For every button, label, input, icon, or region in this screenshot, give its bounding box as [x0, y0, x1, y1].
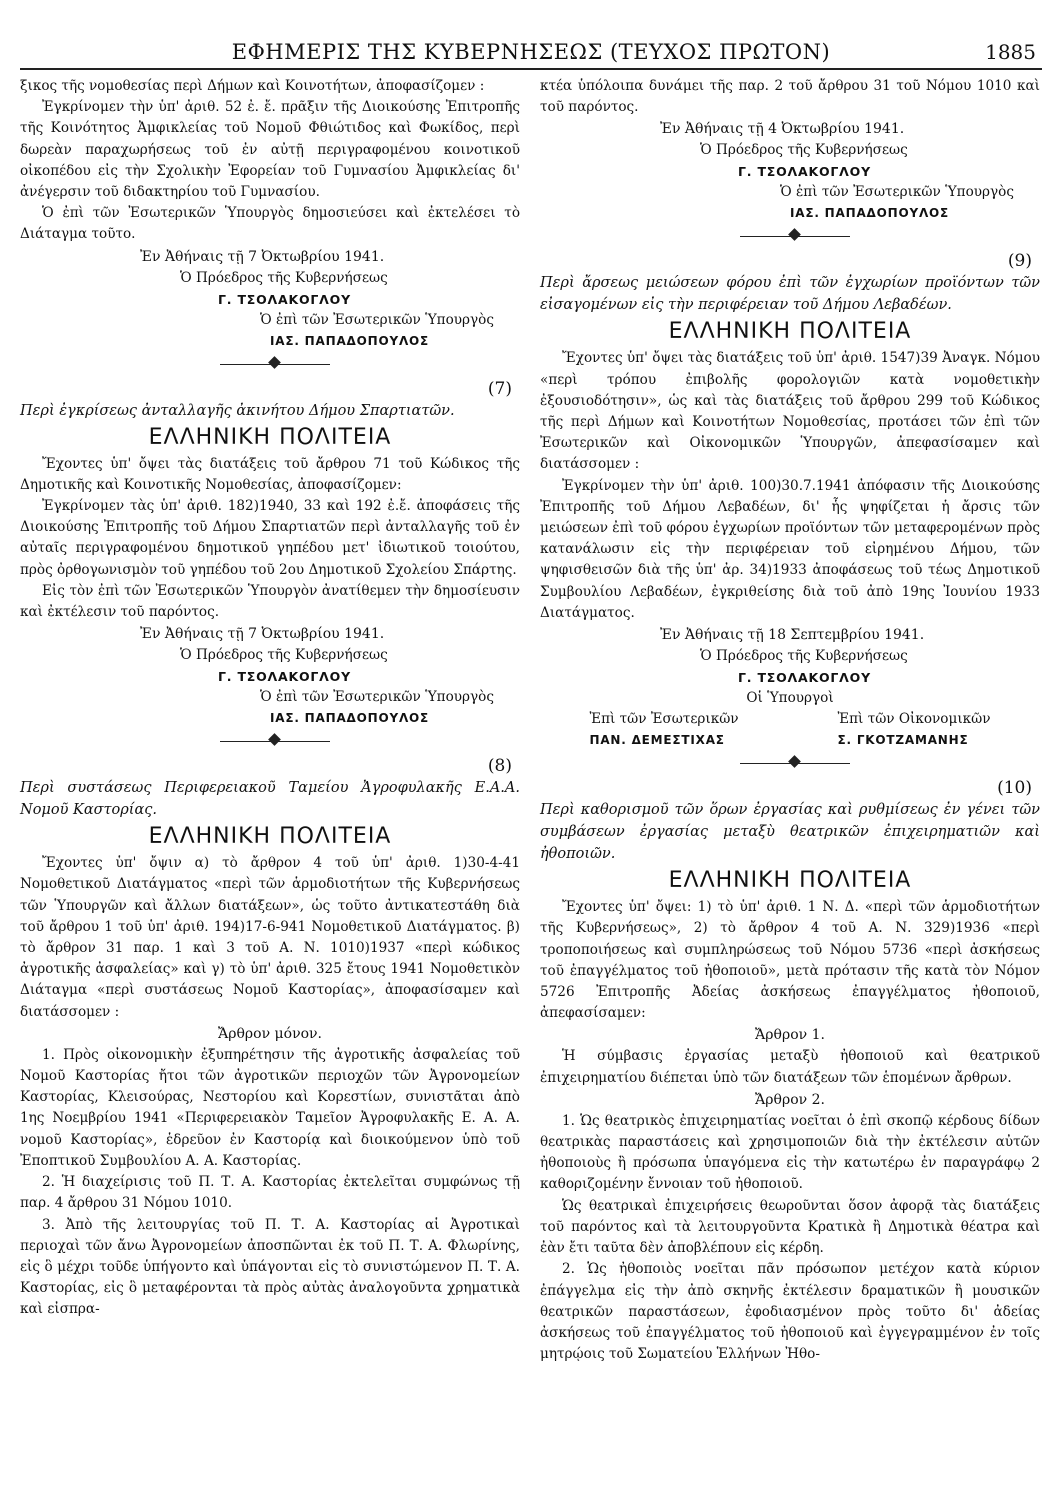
paragraph: Ἐγκρίνομεν τὴν ὑπ' ἀριθ. 100)30.7.1941 ἀπόφασιν τῆς Διοικούσης Ἐπιτροπῆς τοῦ Δήμου Λεβαδέων, δι' ἧς ψηφίζεται ἡ ἄρσις τῶν μειώσεων ἐπὶ τοῦ φόρου ἐγχωρίων προϊόντων τῶν μεταφερομένων πρὸς κατανάλωσιν εἰς τὴν περιφέρειαν τοῦ εἰρημένου Δήμου, τῶν ψηφισθεισῶν διὰ τῆς ὑπ' ἀρ. 34)1933 ἀποφάσεως τοῦ τέως Δημοτικοῦ Συμβουλίου Λεβαδέων, ἐγκριθείσης διὰ τοῦ ἀπὸ 19ης Ἰουνίου 1933 Διατάγματος.	[540, 477, 1040, 621]
paragraph: Ἔχοντες ὑπ' ὄψει τὰς διατάξεις τοῦ ὑπ' ἀριθ. 1547)39 Ἀναγκ. Νόμου «περὶ τρόπου ἐπιβολῆς φορολογιῶν κατὰ νομοθετικὴν ἐξουσιοδότησιν», ὡς καὶ τὰς διατάξεις τοῦ ἄρθρου 299 τοῦ Κώδικος τῆς περὶ Δήμων καὶ Κοινοτήτων Νομοθεσίας, προτάσει τῶν ἐπὶ τῶν Ἐσωτερικῶν καὶ Οἰκονομικῶν Ὑπουργῶν, ἀπεφασίσαμεν καὶ διατάσσομεν :	[540, 350, 1040, 473]
section-subject: Περὶ καθορισμοῦ τῶν ὅρων ἐργασίας καὶ ρυθμίσεως ἐν γένει τῶν συμβάσεων ἐργασίας μεταξὺ θεατρικῶν ἐπιχειρηματιῶν καὶ ἠθοποιῶν.	[540, 802, 1040, 863]
section-divider	[20, 729, 520, 755]
section-number: (10)	[997, 778, 1032, 799]
signature-date: Ἐν Ἀθήναις τῇ 7 Ὀκτωβρίου 1941.	[140, 248, 385, 265]
page-header	[20, 38, 1042, 70]
president-label: Ὁ Πρόεδρος τῆς Κυβερνήσεως	[180, 269, 388, 286]
ministers-signatures	[540, 709, 1040, 751]
signature-date: Ἐν Ἀθήναις τῇ 18 Σεπτεμβρίου 1941.	[660, 627, 925, 644]
section-divider	[20, 352, 520, 378]
minister-label: Ὁ ἐπὶ τῶν Ἐσωτερικῶν Ὑπουργὸς	[260, 311, 494, 328]
state-heading: ΕΛΛΗΝΙΚΗ ΠΟΛΙΤΕΙΑ	[148, 424, 392, 450]
right-column	[540, 76, 1040, 1365]
president-label: Ὁ Πρόεδρος τῆς Κυβερνήσεως	[700, 648, 908, 665]
left-column	[20, 76, 520, 1321]
minister-2-name: Σ. ΓΚΟΤΖΑΜΑΝΗΣ	[837, 733, 969, 748]
paragraph: 1. Ὡς θεατρικὸς ἐπιχειρηματίας νοεῖται ὁ ἐπὶ σκοπῷ κέρδους δίδων θεατρικὰς παραστάσεις καὶ χρησιμοποιῶν διὰ τὴν ἐκτέλεσιν αὐτῶν ἠθοποιοὺς ἢ πρόσωπα ὑπαγόμενα εἰς τὴν κατωτέρω ἐν παραγράφῳ 2 καθοριζομένην ἔννοιαν τοῦ ἠθοποιοῦ.	[540, 1112, 1040, 1193]
minister-1-label: Ἐπὶ τῶν Ἐσωτερικῶν	[589, 711, 739, 728]
paragraph: Ἔχοντες ὑπ' ὄψει τὰς διατάξεις τοῦ ἄρθρου 71 τοῦ Κώδικος τῆς Δημοτικῆς καὶ Κοινοτικῆς Νομοθεσίας, ἀποφασίζομεν:	[20, 455, 520, 493]
president-name: Γ. ΤΣΟΛΑΚΟΓΛΟΥ	[738, 164, 871, 180]
paragraph: ξικος τῆς νομοθεσίας περὶ Δήμων καὶ Κοινοτήτων, ἀποφασίζομεν :	[20, 78, 485, 94]
paragraph: Ὡς θεατρικαὶ ἐπιχειρήσεις θεωροῦνται ὅσον ἀφορᾷ τὰς διατάξεις τοῦ παρόντος καὶ τὰ λειτουργοῦντα Κρατικὰ ἢ Δημοτικὰ θέατρα καὶ ἐὰν ἔτι ταῦτα δὲν ἀποβλέπουν εἰς κέρδη.	[540, 1197, 1040, 1257]
minister-name: ΙΑΣ. ΠΑΠΑΔΟΠΟΥΛΟΣ	[790, 206, 950, 221]
state-heading: ΕΛΛΗΝΙΚΗ ΠΟΛΙΤΕΙΑ	[668, 868, 912, 894]
signature-date: Ἐν Ἀθήναις τῇ 4 Ὀκτωβρίου 1941.	[660, 121, 905, 138]
president-name: Γ. ΤΣΟΛΑΚΟΓΛΟΥ	[218, 291, 351, 307]
minister-name: ΙΑΣ. ΠΑΠΑΔΟΠΟΥΛΟΣ	[270, 333, 430, 348]
article-heading: Ἄρθρον μόνον.	[218, 1025, 322, 1042]
minister-label: Ὁ ἐπὶ τῶν Ἐσωτερικῶν Ὑπουργὸς	[780, 184, 1014, 201]
section-number: (7)	[487, 378, 512, 399]
minister-1-name: ΠΑΝ. ΔΕΜΕΣΤΙΧΑΣ	[589, 733, 725, 748]
section-number: (8)	[487, 756, 512, 777]
article-heading: Ἄρθρον 1.	[755, 1027, 825, 1044]
paragraph: 1. Πρὸς οἰκονομικὴν ἐξυπηρέτησιν τῆς ἀγροτικῆς ἀσφαλείας τοῦ Νομοῦ Καστορίας ἤτοι τῶν ἀγροτικῶν περιοχῶν τῶν Ἀγρονομείων Καστορίας, Κλεισούρας, Νεστορίου καὶ Κορεστίων, συνιστᾶται ἀπὸ 1ης Νοεμβρίου 1941 «Περιφερειακὸν Ταμεῖον Ἀγροφυλακῆς Ε. Α. Α. νομοῦ Καστορίας», ἑδρεῦον ἐν Καστορίᾳ καὶ διοικούμενον ὑπὸ τοῦ Ἐποπτικοῦ Συμβουλίου Α. Α. Καστορίας.	[20, 1046, 520, 1169]
president-label: Ὁ Πρόεδρος τῆς Κυβερνήσεως	[180, 647, 388, 664]
signature-date: Ἐν Ἀθήναις τῇ 7 Ὀκτωβρίου 1941.	[140, 626, 385, 643]
page-number: 1885	[985, 40, 1036, 64]
state-heading: ΕΛΛΗΝΙΚΗ ΠΟΛΙΤΕΙΑ	[668, 319, 912, 345]
paragraph: κτέα ὑπόλοιπα δυνάμει τῆς παρ. 2 τοῦ ἄρθρου 31 τοῦ Νόμου 1010 καὶ τοῦ παρόντος.	[540, 78, 1040, 116]
paragraph: Ἐγκρίνομεν τὰς ὑπ' ἀριθ. 182)1940, 33 καὶ 192 ἐ.ἔ. ἀποφάσεις τῆς Διοικούσης Ἐπιτροπῆς τοῦ Δήμου Σπαρτιατῶν περὶ ἀνταλλαγῆς τοῦ ἐν αὐταῖς περιγραφομένου δημοτικοῦ γηπέδου μετ' ἰδιωτικοῦ τοιούτου, πρὸς ὀρθογωνισμὸν τοῦ γηπέδου τοῦ 2ου Δημοτικοῦ Σχολείου Σπάρτης.	[20, 498, 520, 578]
section-subject: Περὶ ἄρσεως μειώσεων φόρου ἐπὶ τῶν ἐγχωρίων προϊόντων τῶν εἰσαγομένων εἰς τὴν περιφέρειαν τοῦ Δήμου Λεβαδέων.	[540, 275, 1040, 314]
state-heading: ΕΛΛΗΝΙΚΗ ΠΟΛΙΤΕΙΑ	[148, 824, 392, 850]
gazette-title: ΕΦΗΜΕΡΙΣ ΤΗΣ ΚΥΒΕΡΝΗΣΕΩΣ (ΤΕΥΧΟΣ ΠΡΩΤΟΝ)	[231, 40, 831, 64]
section-divider	[540, 751, 1040, 777]
paragraph: Ἐγκρίνομεν τὴν ὑπ' ἀριθ. 52 ἐ. ἔ. πρᾶξιν τῆς Διοικούσης Ἐπιτροπῆς τῆς Κοινότητος Ἀμφικλείας τοῦ Νομοῦ Φθιώτιδος καὶ Φωκίδος, περὶ δωρεὰν παραχωρήσεως τοῦ ἐν αὐτῇ περιγραφομένου κοινοτικοῦ οἰκοπέδου εἰς τὴν Σχολικὴν Ἐφορείαν τοῦ Γυμνασίου Ἀμφικλείας δι' ἀνέγερσιν τοῦ διδακτηρίου τοῦ Γυμνασίου.	[20, 99, 520, 201]
paragraph: 2. Ὡς ἠθοποιὸς νοεῖται πᾶν πρόσωπον μετέχον κατὰ κύριον ἐπάγγελμα εἰς τὴν ἀπὸ σκηνῆς ἐκτέλεσιν δραματικῶν ἢ μουσικῶν θεατρικῶν παραστάσεων, ἐφοδιασμένον πρὸς τοῦτο δι' ἀδείας ἀσκήσεως τοῦ ἐπαγγέλματος τοῦ ἠθοποιοῦ καὶ ἐγγεγραμμένον ἐν τοῖς μητρῴοις τοῦ Σωματείου Ἑλλήνων Ἠθο-	[540, 1261, 1040, 1363]
president-label: Ὁ Πρόεδρος τῆς Κυβερνήσεως	[700, 142, 908, 159]
minister-name: ΙΑΣ. ΠΑΠΑΔΟΠΟΥΛΟΣ	[270, 711, 430, 726]
paragraph: Ὁ ἐπὶ τῶν Ἐσωτερικῶν Ὑπουργὸς δημοσιεύσει καὶ ἐκτελέσει τὸ Διάταγμα τοῦτο.	[20, 205, 520, 243]
article-heading: Ἄρθρον 2.	[755, 1091, 825, 1108]
section-subject: Περὶ συστάσεως Περιφερειακοῦ Ταμείου Ἀγροφυλακῆς Ε.Α.Α. Νομοῦ Καστορίας.	[20, 780, 520, 819]
paragraph: Εἰς τὸν ἐπὶ τῶν Ἐσωτερικῶν Ὑπουργὸν ἀνατίθεμεν τὴν δημοσίευσιν καὶ ἐκτέλεσιν τοῦ παρόντος.	[20, 582, 520, 621]
paragraph: Ἔχοντες ὑπ' ὄψει: 1) τὸ ὑπ' ἀριθ. 1 Ν. Δ. «περὶ τῶν ἁρμοδιοτήτων τῆς Κυβερνήσεως», 2) τὸ ἄρθρον 4 τοῦ Α. Ν. 329)1936 «περὶ τροποποιήσεως καὶ συμπληρώσεως τοῦ Νόμου 5736 «περὶ ἀσκήσεως τοῦ ἐπαγγέλματος τοῦ ἠθοποιοῦ», μετὰ πρότασιν τῆς κατὰ τὸν Νόμον 5726 Ἐπιτροπῆς Ἀδείας ἀσκήσεως ἐπαγγέλματος ἠθοποιοῦ, ἀπεφασίσαμεν:	[540, 899, 1040, 1022]
president-name: Γ. ΤΣΟΛΑΚΟΓΛΟΥ	[738, 670, 871, 686]
paragraph: 3. Ἀπὸ τῆς λειτουργίας τοῦ Π. Τ. Α. Καστορίας αἱ Ἀγροτικαὶ περιοχαὶ τῶν ἄνω Ἀγρονομείων ἀποσπῶνται ἐκ τοῦ Π. Τ. Α. Φλωρίνης, εἰς ὃ μέχρι τοῦδε ὑπήγοντο καὶ ὑπάγονται εἰς τὸ συνιστώμενον Π. Τ. Α. Καστορίας, εἰς ὃ μεταφέρονται τὰ πρὸς αὐτὰς ἀναλογοῦντα χρηματικὰ καὶ εἰσπρα-	[20, 1216, 520, 1318]
president-name: Γ. ΤΣΟΛΑΚΟΓΛΟΥ	[218, 669, 351, 685]
ministers-label: Οἱ Ὑπουργοὶ	[746, 690, 834, 707]
paragraph: Ἔχοντες ὑπ' ὄψιν α) τὸ ἄρθρον 4 τοῦ ὑπ' ἀριθ. 1)30-4-41 Νομοθετικοῦ Διατάγματος «περὶ τῶν ἁρμοδιοτήτων τῆς Κυβερνήσεως τῶν Ὑπουργῶν καὶ ἄλλων διατάξεων», ὡς τοῦτο ἀντικατεστάθη διὰ τοῦ ἄρθρου 1 τοῦ ὑπ' ἀριθ. 194)17-6-941 Νομοθετικοῦ Διατάγματος. β) τὸ ἄρθρον 31 παρ. 1 καὶ 3 τοῦ Α. Ν. 1010)1937 «περὶ κώδικος ἀγροτικῆς ἀσφαλείας» καὶ γ) τὸ ὑπ' ἀριθ. 325 ἔτους 1941 Νομοθετικὸν Διάταγμα «περὶ συστάσεως Νομοῦ Καστορίας», ἀποφασίσαμεν καὶ διατάσσομεν :	[20, 855, 520, 1020]
paragraph: 2. Ἡ διαχείρισις τοῦ Π. Τ. Α. Καστορίας ἐκτελεῖται συμφώνως τῇ παρ. 4 ἄρθρου 31 Νόμου 1010.	[20, 1174, 520, 1212]
minister-label: Ὁ ἐπὶ τῶν Ἐσωτερικῶν Ὑπουργὸς	[260, 689, 494, 706]
section-number: (9)	[1007, 251, 1032, 272]
section-divider	[540, 224, 1040, 250]
paragraph: Ἡ σύμβασις ἐργασίας μεταξὺ ἠθοποιοῦ καὶ θεατρικοῦ ἐπιχειρηματίου διέπεται ὑπὸ τῶν διατάξεων τῶν ἑπομένων ἄρθρων.	[540, 1048, 1040, 1086]
section-subject: Περὶ ἐγκρίσεως ἀνταλλαγῆς ἀκινήτου Δήμου Σπαρτιατῶν.	[20, 402, 455, 419]
minister-2-label: Ἐπὶ τῶν Οἰκονομικῶν	[837, 711, 991, 728]
